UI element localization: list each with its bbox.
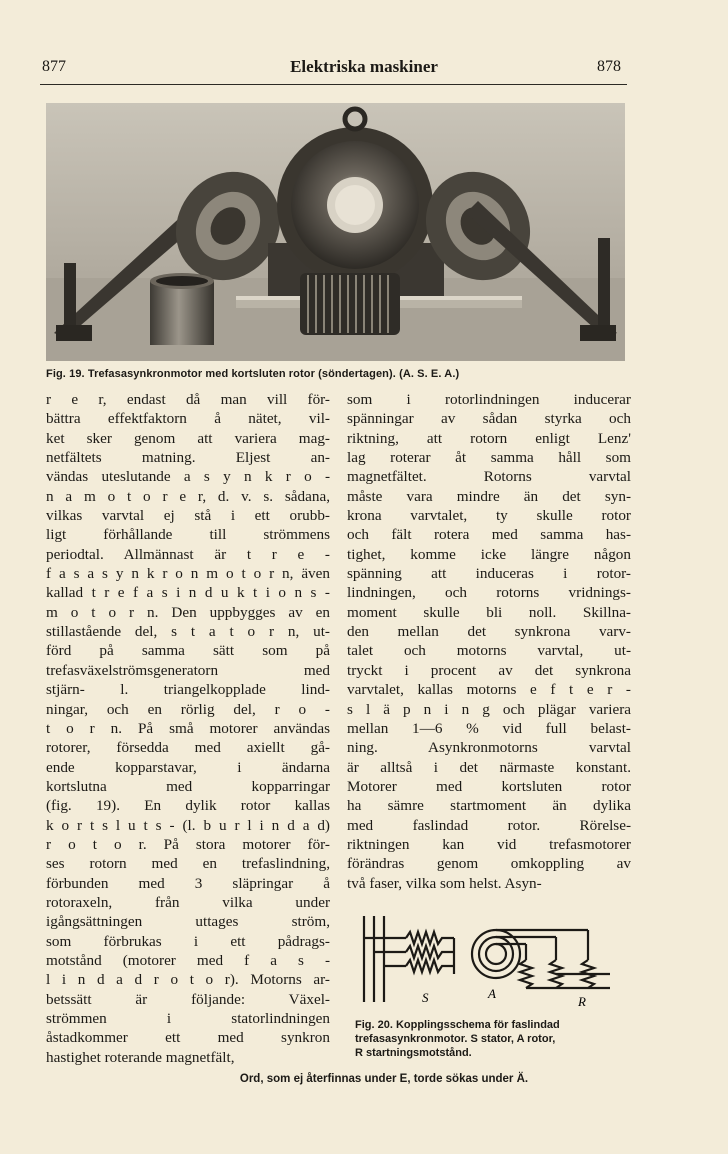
text-line: förändras genom omkoppling av [347, 855, 631, 873]
text-line: förbunden med 3 släpringar å [46, 874, 330, 892]
text-line: magnetfältet. Rotorns varvtal [347, 468, 631, 486]
page-number-right: 878 [597, 58, 621, 75]
text-line: förd på samma sätt som på [46, 642, 330, 660]
text-line: f a s a s y n k r o n m o t o r n, även [46, 565, 330, 583]
text-line: strömmen i statorlindningen [46, 1010, 330, 1027]
text-line: rotoraxeln, från vilka under [46, 893, 330, 911]
caption-line: R startningsmotstånd. [355, 1047, 472, 1059]
text-line: riktning, att rotorn enligt Lenz' [347, 429, 631, 447]
running-title: Elektriska maskiner [290, 57, 438, 76]
text-line: moment skulle bli noll. Skillna- [347, 603, 631, 621]
page-number-left: 877 [42, 58, 66, 75]
text-line: motstånd (motorer med f a s - [46, 951, 330, 969]
text-line: ningar, och en rörlig del, r o - [46, 700, 330, 718]
text-line: och fält rotera med samma has- [347, 526, 631, 544]
text-line: stillastående del, s t a t o r n, ut- [46, 623, 330, 641]
text-line: ende kopparstavar, i ändarna [46, 758, 330, 776]
text-line: åstadkommer ett med synkron [46, 1029, 330, 1047]
text-line: t o r n. På små motorer användas [46, 719, 330, 737]
motor-photo [46, 103, 625, 361]
text-line: r e r, endast då man vill för- [46, 391, 330, 408]
text-line: tighet, komme icke längre någon [347, 545, 631, 563]
text-line: ket sker genom att variera mag- [46, 429, 330, 447]
text-line: är alltså i det närmaste konstant. [347, 758, 631, 776]
text-line: stjärn- l. triangelkopplade lind- [46, 681, 330, 699]
text-line: ses rotorn med en trefaslindning, [46, 855, 330, 873]
text-line: periodtal. Allmännast är t r e - [46, 545, 330, 563]
page-footer-note: Ord, som ej återfinnas under E, torde sökas under Ä. [239, 1073, 529, 1085]
text-line: spänning att induceras i rotor- [347, 565, 631, 583]
caption-line: trefasasynkronmotor. S stator, A rotor, [355, 1033, 556, 1045]
text-line: trefasväxelströmsgeneratorn med [46, 661, 330, 679]
text-line: måste vara mindre än det syn- [347, 487, 631, 505]
text-line: vändas uteslutande a s y n k r o - [46, 468, 330, 486]
text-line: betssätt är följande: Växel- [46, 990, 330, 1008]
text-line: ha sämre startmoment än dylika [347, 797, 631, 815]
wiring-diagram-drawing [350, 914, 632, 1016]
left-text-column [46, 390, 330, 1067]
text-line: mellan 1—6 % vid full belast- [347, 719, 631, 737]
right-text-column [347, 390, 631, 893]
text-line: varvtalet, kallas motorns e f t e r - [347, 681, 631, 699]
text-line: igångsättningen uttages ström, [46, 913, 330, 931]
text-line: k o r t s l u t s - (l. b u r l i n d a d) [46, 816, 330, 834]
text-line: talet och motorns varvtal, ut- [347, 642, 631, 660]
text-line: bättra effektfaktorn å nätet, vil- [46, 410, 330, 428]
text-line: Motorer med kortsluten rotor [347, 777, 631, 795]
text-line: kortslutna med kopparringar [46, 777, 330, 795]
text-line: s l ä p n i n g och plägar variera [347, 700, 631, 718]
figure-19-caption: Fig. 19. Trefasasynkronmotor med kortsluten rotor (söndertagen). (A. S. E. A.) [46, 368, 460, 380]
text-line: r o t o r. På stora motorer för- [46, 835, 330, 853]
text-line: rotorer, försedda med axiellt gå- [46, 739, 330, 757]
text-line: riktningen kan vid trefasmotorer [347, 835, 631, 853]
text-line: l i n d a d r o t o r). Motorns ar- [46, 971, 330, 989]
text-line: som förbrukas i ett pådrags- [46, 932, 330, 950]
text-line: netfältets matning. Eljest an- [46, 449, 330, 467]
text-line: med faslindad rotor. Rörelse- [347, 816, 631, 834]
caption-line: Fig. 20. Kopplingsschema för faslindad [355, 1019, 560, 1031]
label-r: R [578, 994, 586, 1009]
text-line: krona varvtalet, ty skulle rotor [347, 507, 631, 525]
text-line: hastighet roterande magnetfält, [46, 1048, 235, 1066]
wiring-diagram [350, 914, 632, 1016]
text-line: lindningen, och rotorns vridnings- [347, 584, 631, 602]
motor-photo-illustration [46, 103, 625, 361]
text-line: den mellan det synkrona varv- [347, 623, 631, 641]
label-a: A [488, 986, 496, 1001]
text-line: som i rotorlindningen inducerar [347, 391, 631, 408]
text-line: (fig. 19). En dylik rotor kallas [46, 797, 330, 815]
text-line: kallad t r e f a s i n d u k t i o n s - [46, 584, 330, 602]
text-line: tryckt i procent av det synkrona [347, 661, 631, 679]
text-line: ning. Asynkronmotorns varvtal [347, 739, 631, 757]
text-line: n a m o t o r e r, d. v. s. sådana, [46, 487, 330, 505]
text-line: lag roterar åt samma håll som [347, 449, 631, 467]
text-line: ligt förhållande till strömmens [46, 526, 330, 544]
text-line: två faser, vilka som helst. Asyn- [347, 874, 542, 892]
header-rule [40, 84, 627, 85]
text-line: m o t o r n. Den uppbygges av en [46, 603, 330, 621]
label-s: S [422, 990, 429, 1005]
figure-20-caption [355, 1018, 637, 1060]
text-line: spänningar av sådan styrka och [347, 410, 631, 428]
text-line: vilkas varvtal ej stå i ett orubb- [46, 507, 330, 525]
